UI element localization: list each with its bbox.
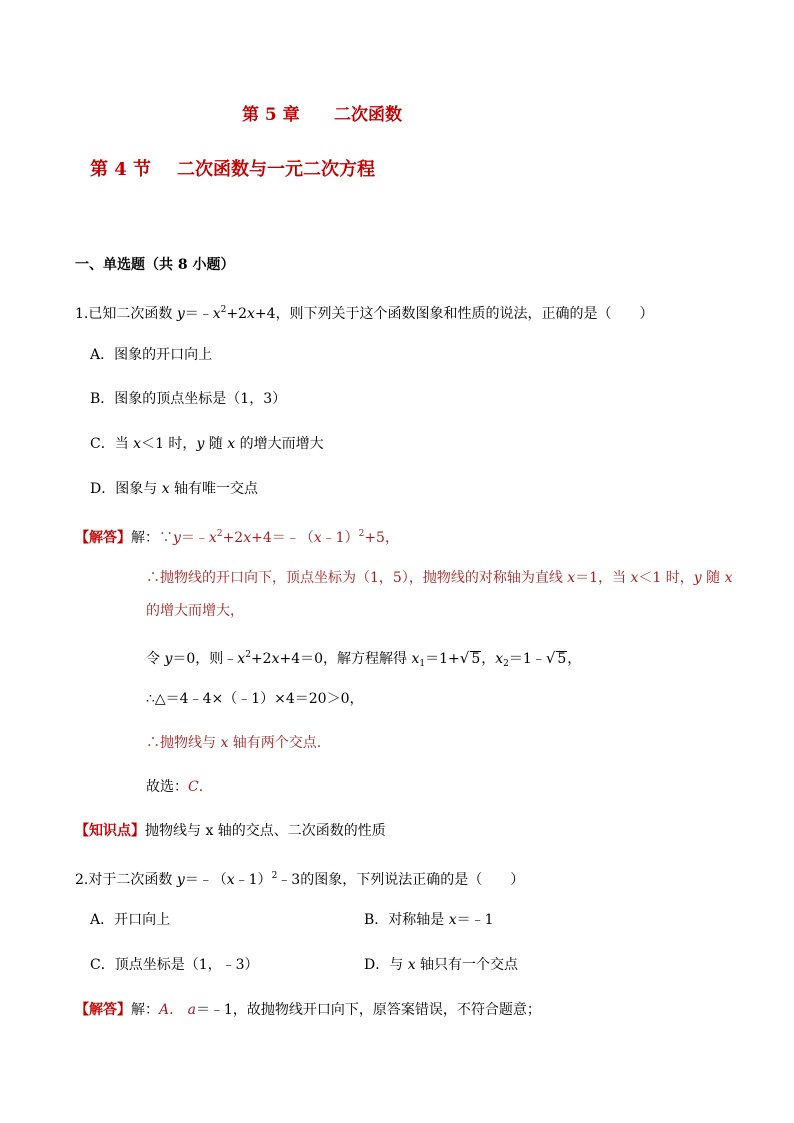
question-2-option-a: A．开口向上: [90, 912, 171, 928]
question-1-stem: 1.已知二次函数 $y=﹣x^2+2x+4$，则下列关于这个函数图象和性质的说法，正确的是（ ）: [75, 305, 654, 322]
section-number: 第 4 节: [90, 159, 152, 180]
question-1-solution-line-7: 故选：C．: [146, 779, 213, 795]
question-2-option-c: C．顶点坐标是（1，﹣3）: [90, 957, 259, 973]
question-1-knowledge: 【知识点】抛物线与 x 轴的交点、二次函数的性质: [75, 823, 386, 839]
question-1-option-c: C．当 x＜1 时，y 随 x 的增大而增大: [90, 436, 324, 452]
question-2-option-b: B．对称轴是 x＝﹣1: [364, 912, 494, 928]
question-1-solution-line-4: 令 y＝0，则$﹣x^2+2x+4=0$，解方程解得 $x_1=1+√$ 5，$x_2=1﹣√$ 5，: [146, 649, 582, 669]
question-1-option-d: D．图象与 x 轴有唯一交点: [90, 481, 259, 497]
question-1-solution-line-2: ∴抛物线的开口向下，顶点坐标为（1，5），抛物线的对称轴为直线 x＝1，当 x＜1 时，y 随 x: [146, 570, 733, 586]
question-1-option-a: A．图象的开口向上: [90, 347, 213, 363]
answer-tag: 【解答】: [75, 1002, 131, 1018]
question-1-solution-line-5: ∴△＝4﹣4×（﹣1）×4＝20＞0，: [146, 691, 364, 707]
part-heading: 一、单选题（共 8 小题）: [75, 257, 235, 273]
answer-tag: 【解答】: [75, 530, 131, 546]
question-2-solution-line-1: 【解答】解：A． a＝﹣1，故抛物线开口向下，原答案错误，不符合题意；: [75, 1002, 541, 1018]
section-title: 二次函数与一元二次方程: [177, 159, 375, 180]
knowledge-tag: 【知识点】: [75, 823, 145, 839]
question-1-solution-line-1: 【解答】解：$\because y=﹣x^2+2x+4=﹣(x﹣1)^2+5$，: [75, 529, 399, 546]
chapter-title: 二次函数: [334, 105, 402, 125]
question-2-stem: 2.对于二次函数 y＝﹣（x﹣1）$^2$﹣3的图象，下列说法正确的是（ ）: [75, 871, 525, 888]
question-1-solution-line-3: 的增大而增大，: [146, 603, 244, 619]
chapter-number: 第 5 章: [242, 105, 300, 125]
question-2-option-d: D．与 x 轴只有一个交点: [364, 957, 519, 973]
question-1-option-b: B．图象的顶点坐标是（1，3）: [90, 391, 287, 407]
question-1-solution-line-6: ∴抛物线与 x 轴有两个交点.: [146, 735, 322, 751]
